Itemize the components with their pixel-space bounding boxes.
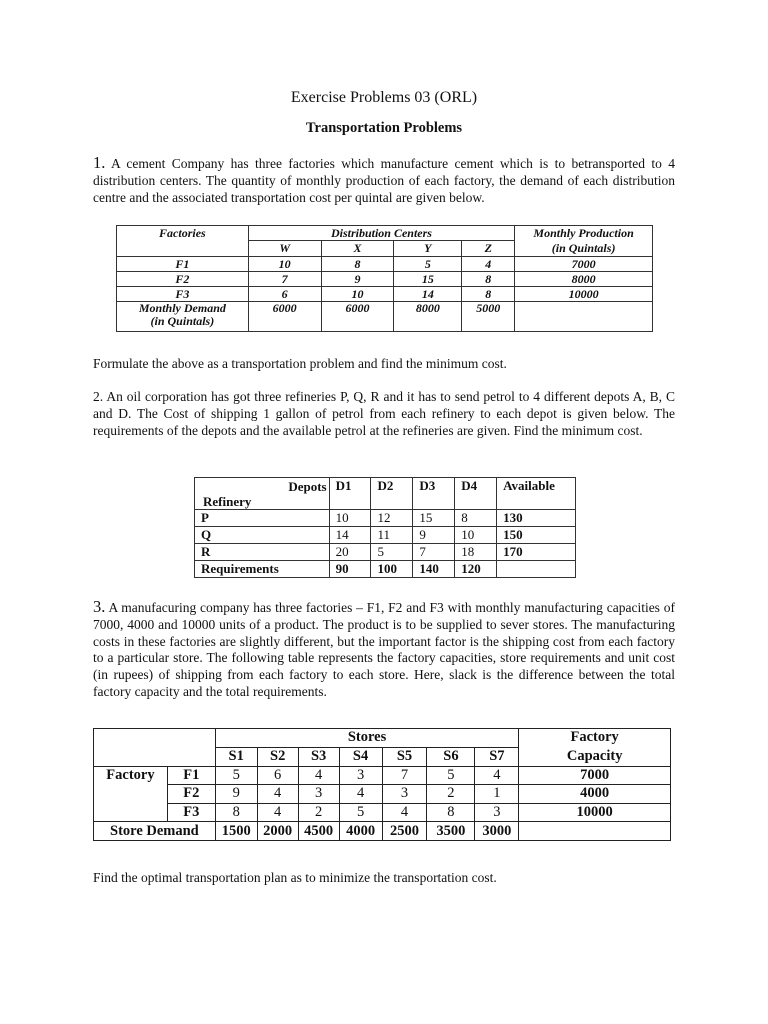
table-row: F2 9 4 3 4 3 2 1 4000: [94, 785, 671, 804]
col-header-x: X: [321, 241, 394, 257]
table-row: F2 7 9 15 8 8000: [117, 272, 653, 287]
page-title: Exercise Problems 03 (ORL): [290, 89, 478, 106]
stores-table: Stores Factory S1 S2 S3 S4 S5 S6 S7 Capacity Factory F1 5 6 4 3 7 5 4 7000 F2 9 4 3 4 3 2 1 4000 F3 8 4 2 5 4 8 3 10000 Store Demand 1500 2000 4500 4000 2500 3500 3000: [93, 728, 671, 841]
table-row: P 10 12 15 8 130: [195, 510, 576, 527]
cement-table: [116, 225, 653, 332]
table-row: Monthly Demand (in Quintals) 6000 6000 8000 5000: [117, 302, 653, 332]
production-header-2: (in Quintals): [515, 241, 653, 257]
demand-label: Monthly Demand (in Quintals): [117, 302, 249, 332]
col-header-y: Y: [394, 241, 462, 257]
depot-refinery-header: [195, 478, 330, 510]
depots-label: Depots: [288, 479, 327, 494]
problem-1-text: [93, 155, 675, 206]
table-row: R 20 5 7 18 170: [195, 544, 576, 561]
factories-header: Factories: [117, 226, 249, 241]
refinery-label: Refinery: [203, 494, 252, 509]
capacity-header-2: Capacity: [519, 747, 671, 766]
problem-1-number: 1.: [93, 153, 106, 172]
table-row: Factory F1 5 6 4 3 7 5 4 7000: [94, 766, 671, 785]
table-row: F1 10 8 5 4 7000: [117, 257, 653, 272]
col-header-z: Z: [462, 241, 515, 257]
production-header-1: Monthly Production: [515, 226, 653, 241]
problem-3-text: [93, 599, 675, 701]
factory-label: Factory: [94, 766, 168, 785]
problem-1-body: A cement Company has three factories which manufacture cement which is to betransported to 4 distribution centers. The quantity of monthly production of each factory, the demand of each distribution centre and the associated transportation cost per quintal are given below.: [93, 156, 675, 205]
table-row: Requirements 90 100 140 120: [195, 561, 576, 578]
problem-3-question: Find the optimal transportation plan as to minimize the transportation cost.: [93, 870, 497, 885]
col-header-w: W: [248, 241, 321, 257]
table-row: Q 14 11 9 10 150: [195, 527, 576, 544]
problem-1-question: Formulate the above as a transportation problem and find the minimum cost.: [93, 356, 507, 371]
oil-table: Depots Refinery D1 D2 D3 D4 Available P 10 12 15 8 130 Q 14 11 9 10 150 R 20 5 7 18 170 Requirements 90 100 140 120: [194, 477, 576, 578]
distribution-header: Distribution Centers: [248, 226, 514, 241]
problem-3-number: 3.: [93, 597, 106, 616]
problem-3-body: A manufacuring company has three factories – F1, F2 and F3 with monthly manufacturing capacities of 7000, 4000 and 10000 units of a product. The product is to be supplied to sever stores. The manufacturing costs in these factories are slightly different, but the important factor is the shipping cost from each factory to a particular store. The following table represents the factory capacities, store requirements and unit cost (in rupees) of shipping from each factory to each store. Here, slack is the difference between the total factory capacity and the total requirements.: [93, 600, 675, 699]
store-demand-label: Store Demand: [94, 822, 216, 841]
stores-header: Stores: [215, 729, 519, 748]
available-header: Available: [497, 478, 576, 510]
table-row: F3 6 10 14 8 10000: [117, 287, 653, 302]
page-subtitle: Transportation Problems: [305, 120, 463, 136]
capacity-header-1: Factory: [519, 729, 671, 748]
table-row: Store Demand 1500 2000 4500 4000 2500 3500 3000: [94, 822, 671, 841]
table-row: F3 8 4 2 5 4 8 3 10000: [94, 803, 671, 822]
problem-2-text: 2. An oil corporation has got three refineries P, Q, R and it has to send petrol to 4 different depots A, B, C and D. The Cost of shipping 1 gallon of petrol from each refinery to each depot is given below. The requirements of the depots and the available petrol at the refineries are given. Find the minimum cost.: [93, 389, 675, 438]
